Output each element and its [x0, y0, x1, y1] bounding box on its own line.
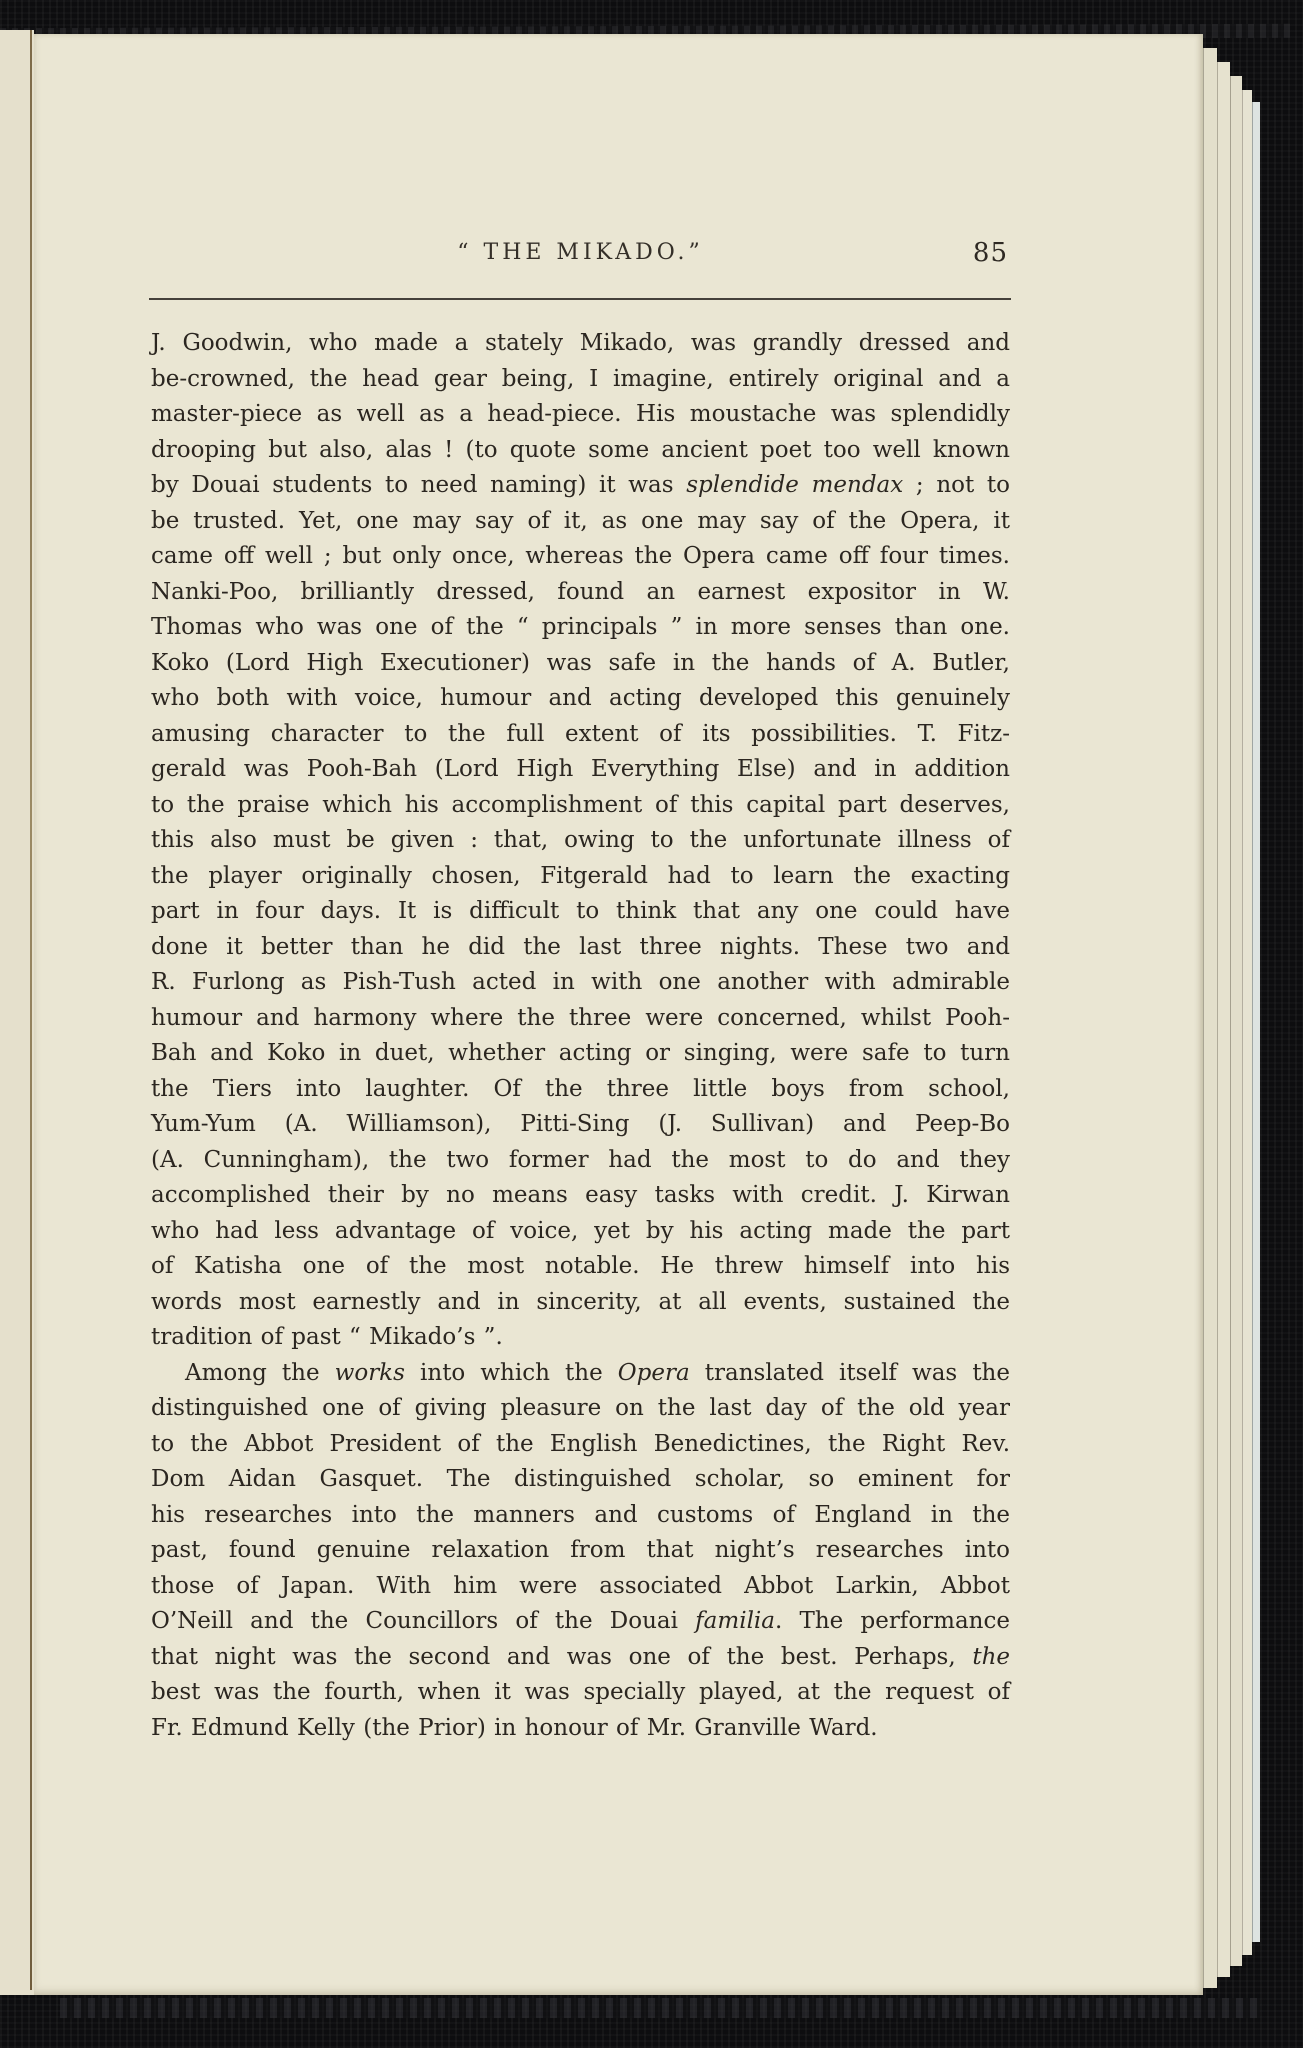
text-line: who had less advantage of voice, yet by his acting made the part	[151, 1217, 1010, 1244]
text-line: Nanki-Poo, brilliantly dressed, found an earnest expositor in W.	[151, 578, 1010, 605]
text-line: who both with voice, humour and acting developed this genuinely	[151, 685, 1010, 711]
page-edge-stack	[1242, 90, 1252, 1955]
text-line: part in four days. It is difficult to think that any one could have	[151, 898, 1010, 924]
text-line: Bah and Koko in duet, whether acting or singing, were safe to turn	[151, 1040, 1010, 1066]
text-line: O’Neill and the Councillors of the Douai familia. The performance	[151, 1608, 1010, 1634]
page-header	[151, 240, 1010, 274]
text-line: Dom Aidan Gasquet. The distinguished scholar, so eminent for	[151, 1466, 1010, 1492]
page-body	[151, 326, 1010, 1746]
text-line: the Tiers into laughter. Of the three little boys from school,	[151, 1075, 1010, 1102]
text-line: past, found genuine relaxation from that night’s researches into	[151, 1537, 1010, 1563]
text-line: J. Goodwin, who made a stately Mikado, was grandly dressed and	[151, 330, 1010, 356]
text-line: came off well ; but only once, whereas the Opera came off four times.	[151, 543, 1010, 569]
text-line: the player originally chosen, Fitgerald had to learn the exacting	[151, 862, 1010, 889]
text-line: done it better than he did the last three nights. These two and	[151, 933, 1010, 960]
page-edge-stack	[1217, 62, 1230, 1977]
text-line: distinguished one of giving pleasure on the last day of the old year	[151, 1395, 1010, 1421]
page-edge-stack	[1230, 76, 1242, 1966]
header-rule	[149, 298, 1011, 300]
text-line: to the Abbot President of the English Benedictines, the Right Rev.	[151, 1430, 1010, 1457]
gutter-crease	[30, 30, 32, 1990]
text-line: be trusted. Yet, one may say of it, as one may say of the Opera, it	[151, 507, 1010, 534]
page-edge-stack	[1203, 48, 1217, 1988]
paragraph	[151, 326, 1010, 1356]
text-line: (A. Cunningham), the two former had the most to do and they	[151, 1146, 1010, 1173]
text-line: tradition of past “ Mikado’s ”.	[151, 1324, 503, 1350]
running-title: “ THE MIKADO.”	[457, 240, 704, 265]
page-number: 85	[972, 238, 1008, 268]
text-line: master-piece as well as a head-piece. His moustache was splendidly	[151, 401, 1010, 427]
text-line: drooping but also, alas ! (to quote some ancient poet too well known	[151, 436, 1010, 463]
text-line: Koko (Lord High Executioner) was safe in the hands of A. Butler,	[151, 649, 1010, 676]
text-line: Yum-Yum (A. Williamson), Pitti-Sing (J. Sullivan) and Peep-Bo	[151, 1111, 1010, 1137]
text-line: amusing character to the full extent of its possibilities. T. Fitz-	[151, 720, 1010, 747]
text-line: accomplished their by no means easy tasks with credit. J. Kirwan	[151, 1182, 1010, 1208]
paragraph	[151, 1356, 1010, 1747]
text-line: those of Japan. With him were associated Abbot Larkin, Abbot	[151, 1572, 1010, 1599]
under-page-left	[0, 30, 34, 1995]
text-line: Fr. Edmund Kelly (the Prior) in honour of Mr. Granville Ward.	[151, 1714, 878, 1741]
text-line: be-crowned, the head gear being, I imagine, entirely original and a	[151, 365, 1010, 392]
text-line: by Douai students to need naming) it was splendide mendax ; not to	[151, 472, 1010, 498]
text-line: this also must be given : that, owing to the unfortunate illness of	[151, 827, 1010, 853]
cover-ridge-bottom	[60, 1998, 1260, 2018]
text-line: Among the works into which the Opera translated itself was the	[185, 1359, 1010, 1386]
text-line: to the praise which his accomplishment of this capital part deserves,	[151, 791, 1010, 818]
text-line: that night was the second and was one of the best. Perhaps, the	[151, 1643, 1010, 1670]
text-line: best was the fourth, when it was specially played, at the request of	[151, 1679, 1010, 1705]
book-page	[34, 34, 1203, 1995]
text-line: R. Furlong as Pish-Tush acted in with one another with admirable	[151, 969, 1010, 995]
text-line: humour and harmony where the three were concerned, whilst Pooh-	[151, 1004, 1010, 1031]
text-line: Thomas who was one of the “ principals ” in more senses than one.	[151, 614, 1010, 640]
page-edge-stack	[1252, 102, 1260, 1942]
text-line: gerald was Pooh-Bah (Lord High Everything Else) and in addition	[151, 756, 1010, 782]
text-line: his researches into the manners and customs of England in the	[151, 1501, 1010, 1528]
text-line: of Katisha one of the most notable. He threw himself into his	[151, 1253, 1010, 1279]
text-line: words most earnestly and in sincerity, at all events, sustained the	[151, 1288, 1010, 1315]
